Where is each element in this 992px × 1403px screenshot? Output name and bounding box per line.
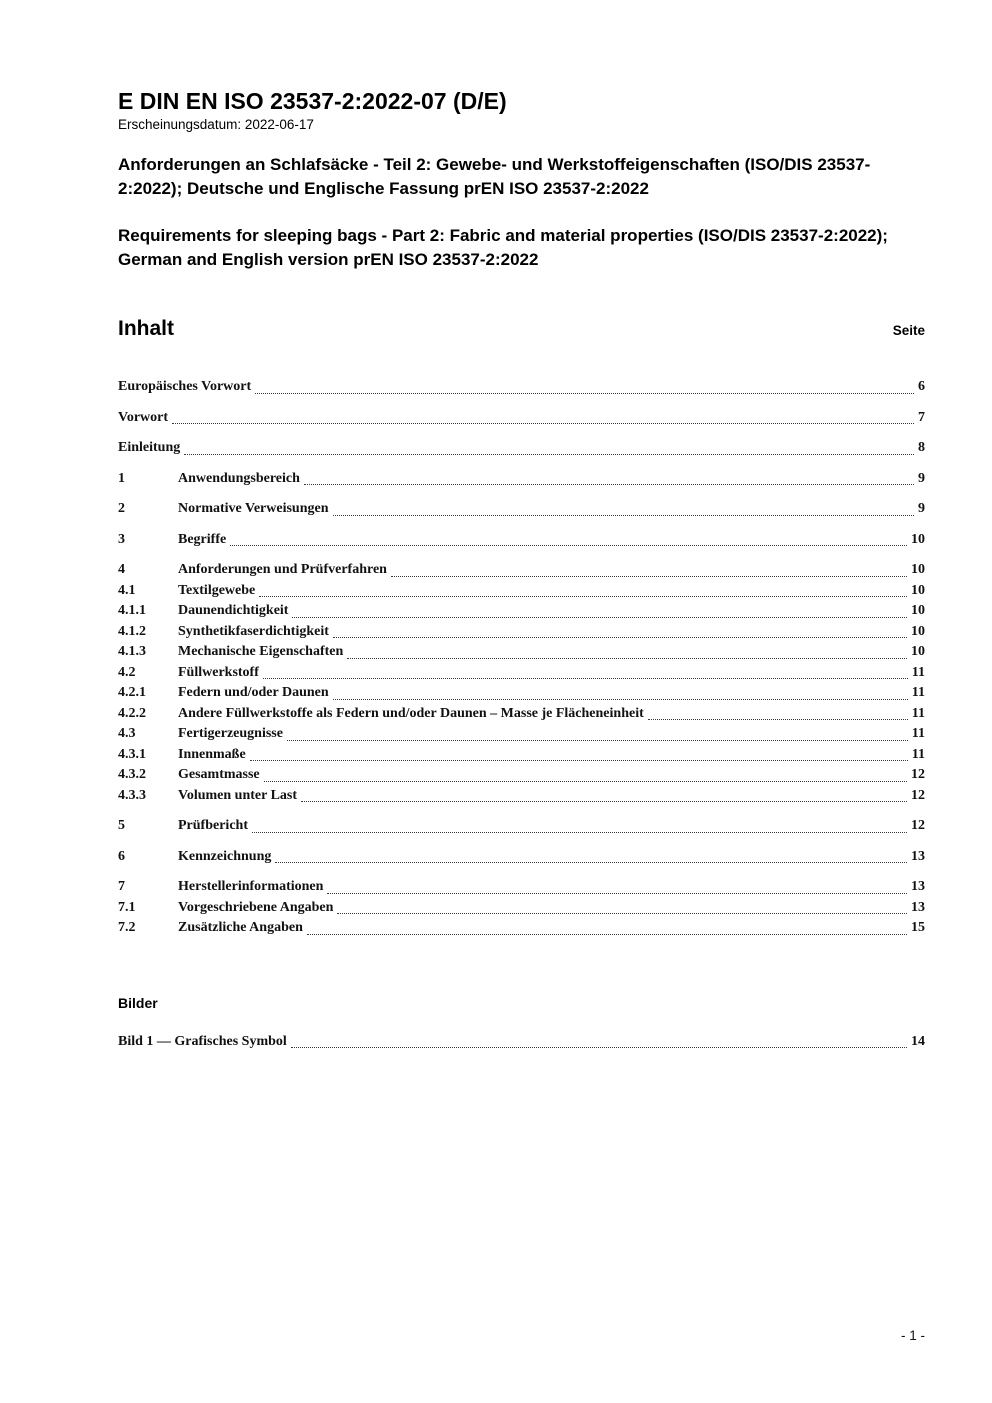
toc-leader-dots [230,545,907,546]
toc-entry-title: Innenmaße [178,746,246,762]
toc-entry-title: Anforderungen und Prüfverfahren [178,562,387,577]
toc-leader-dots [264,781,907,782]
toc-entry-number: 6 [118,848,125,864]
toc-leader-dots [327,893,907,894]
toc-entry-number: 4.3.1 [118,746,146,762]
toc-entry [118,642,925,663]
toc-entry-title: Mechanische Eigenschaften [178,644,344,659]
toc-entry-number: 3 [118,531,125,547]
toc-entry-number: 4.3.2 [118,767,146,782]
toc-entry-page: 10 [911,644,925,659]
toc-leader-dots [263,678,908,679]
toc-entry-number: 1 [118,470,125,486]
toc-entry-title: Anwendungsbereich [178,470,300,486]
toc-list [118,377,925,939]
toc-entry-page: 10 [911,603,925,618]
toc-entry [118,499,925,520]
toc-entry [118,560,925,581]
toc-entry-page: 10 [911,531,925,547]
toc-entry-title: Vorgeschriebene Angaben [178,899,334,915]
toc-entry-title: Synthetikfaserdichtigkeit [178,623,329,639]
publication-date: Erscheinungsdatum: 2022-06-17 [118,117,314,132]
toc-entry-number: 4.3.3 [118,787,146,803]
document-title: E DIN EN ISO 23537-2:2022-07 (D/E) [118,88,507,114]
toc-entry-page: 9 [918,501,925,516]
toc-leader-dots [307,934,907,935]
toc-entry [118,918,925,939]
toc-entry [118,530,925,551]
toc-entry-title: Federn und/oder Daunen [178,685,329,700]
toc-entry-page: 11 [911,685,925,700]
toc-entry [118,1032,925,1053]
toc-header [118,317,925,341]
toc-leader-dots [250,760,908,761]
toc-entry-title: Daunendichtigkeit [178,603,289,618]
toc-entry-page: 8 [918,440,925,455]
toc-leader-dots [337,913,907,914]
toc-entry-title: Prüfbericht [178,818,248,833]
toc-entry [118,745,925,766]
toc-leader-dots [333,699,908,700]
toc-leader-dots [172,423,914,424]
standard-title-english: Requirements for sleeping bags - Part 2: Fabric and material properties (ISO/DIS 23537-2:2022); German and English version prEN ISO 23537-2:2022 [118,226,888,269]
toc-entry [118,622,925,643]
toc-entry [118,847,925,868]
toc-entry-page: 12 [911,787,925,803]
toc-leader-dots [333,637,907,638]
toc-entry [118,786,925,807]
toc-entry [118,724,925,745]
toc-entry-page: 11 [911,746,925,762]
toc-entry-page: 11 [911,664,925,680]
toc-entry [118,438,925,459]
toc-entry-title: Begriffe [178,531,227,547]
toc-entry-title: Fertigerzeugnisse [178,726,283,741]
toc-heading: Inhalt [118,317,174,340]
toc-entry-number: 7 [118,879,125,894]
toc-entry-page: 7 [918,409,925,425]
toc-entry-number: 4 [118,562,125,577]
toc-entry-page: 15 [911,920,925,935]
toc-entry-number: 2 [118,501,125,516]
toc-entry-page: 10 [911,582,925,598]
toc-entry-page: 13 [911,848,925,864]
toc-entry-page: 11 [911,705,925,721]
toc-entry-page: 12 [911,818,925,833]
toc-entry-title: Bild 1 — Grafisches Symbol [118,1033,287,1049]
toc-entry-title: Füllwerkstoff [178,664,259,680]
toc-entry-title: Vorwort [118,409,169,425]
toc-entry-title: Normative Verweisungen [178,501,329,516]
toc-entry [118,663,925,684]
toc-entry-page: 10 [911,623,925,639]
toc-entry-number: 4.2 [118,664,136,680]
standard-title-german: Anforderungen an Schlafsäcke - Teil 2: Gewebe- und Werkstoffeigenschaften (ISO/DIS 23537-2:2022); Deutsche und Englische Fassung prEN ISO 23537-2:2022 [118,155,871,198]
toc-entry-title: Einleitung [118,440,181,455]
toc-entry-title: Kennzeichnung [178,848,272,864]
figures-list [118,1032,925,1053]
toc-leader-dots [347,658,907,659]
toc-page-column-label: Seite [892,323,925,338]
toc-entry-title: Volumen unter Last [178,787,298,803]
toc-leader-dots [291,1047,907,1048]
toc-entry-number: 4.1.3 [118,644,146,659]
toc-entry-number: 4.2.1 [118,685,146,700]
toc-entry-number: 7.2 [118,920,136,935]
toc-entry [118,469,925,490]
toc-entry [118,877,925,898]
toc-entry-page: 10 [911,562,925,577]
toc-leader-dots [648,719,908,720]
toc-leader-dots [275,862,907,863]
toc-entry [118,581,925,602]
toc-entry-title: Herstellerinformationen [178,879,324,894]
toc-entry-page: 14 [911,1033,925,1049]
toc-entry [118,683,925,704]
toc-entry-title: Gesamtmasse [178,767,260,782]
toc-entry-number: 4.1.2 [118,623,146,639]
toc-entry-number: 4.1 [118,582,136,598]
toc-entry-number: 7.1 [118,899,136,915]
toc-entry-number: 4.2.2 [118,705,146,721]
toc-entry-page: 13 [911,899,925,915]
toc-entry-page: 13 [911,879,925,894]
toc-leader-dots [301,801,907,802]
toc-entry [118,601,925,622]
toc-entry [118,377,925,398]
toc-entry-page: 6 [918,379,925,394]
toc-entry [118,408,925,429]
toc-entry [118,898,925,919]
toc-entry-title: Textilgewebe [178,582,256,598]
figures-heading: Bilder [118,994,158,1011]
toc-leader-dots [255,393,914,394]
toc-entry-page: 11 [911,726,925,741]
toc-entry-number: 4.3 [118,726,136,741]
toc-entry [118,704,925,725]
toc-leader-dots [292,617,907,618]
toc-leader-dots [287,740,908,741]
toc-entry-title: Zusätzliche Angaben [178,920,303,935]
page-number-indicator: - 1 - [900,1328,925,1343]
toc-entry [118,765,925,786]
toc-entry-page: 9 [918,470,925,486]
toc-leader-dots [252,832,907,833]
toc-entry-page: 12 [911,767,925,782]
toc-leader-dots [259,596,907,597]
toc-entry [118,816,925,837]
toc-leader-dots [391,576,907,577]
toc-entry-title: Europäisches Vorwort [118,379,252,394]
toc-leader-dots [304,484,914,485]
toc-entry-number: 5 [118,818,125,833]
toc-leader-dots [184,454,914,455]
toc-leader-dots [333,515,915,516]
toc-entry-number: 4.1.1 [118,603,146,618]
toc-entry-title: Andere Füllwerkstoffe als Federn und/oder Daunen – Masse je Flächeneinheit [178,705,644,721]
